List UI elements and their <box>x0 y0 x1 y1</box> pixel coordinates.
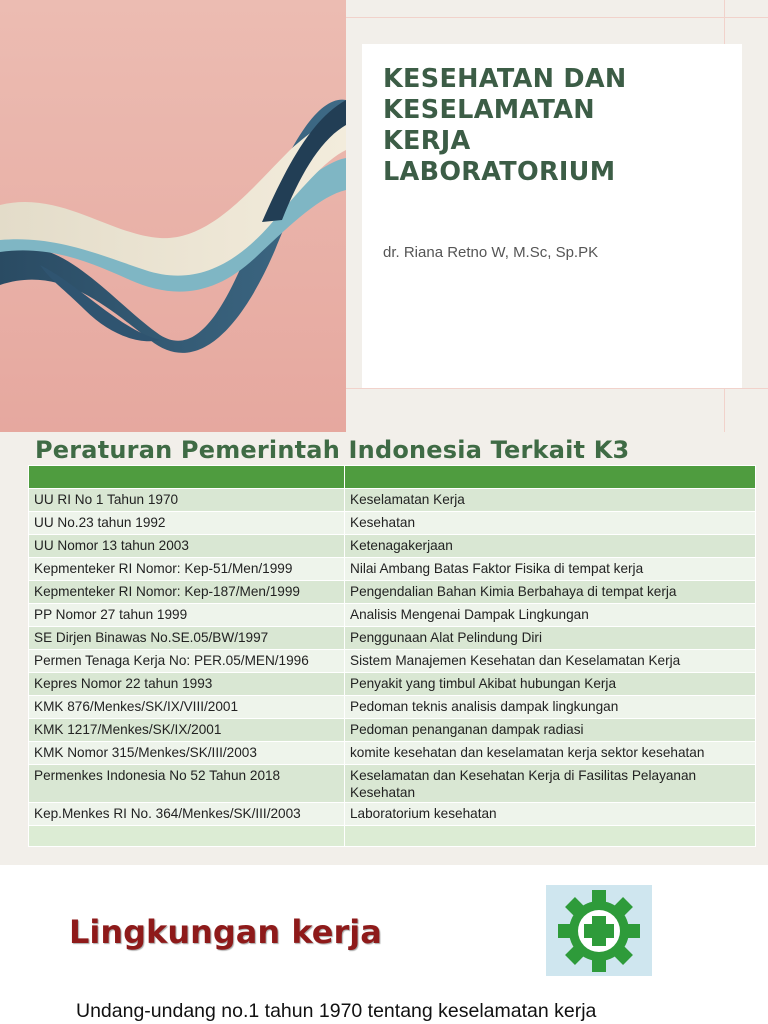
slide-body-text: Undang-undang no.1 tahun 1970 tentang keselamatan kerja <box>76 1000 597 1022</box>
topic-cell: Ketenagakerjaan <box>345 535 756 558</box>
topic-cell: Sistem Manajemen Kesehatan dan Keselamatan Kerja <box>345 650 756 673</box>
title-slide <box>0 0 768 432</box>
author-name: dr. Riana Retno W, M.Sc, Sp.PK <box>383 244 599 261</box>
topic-cell: Pedoman penanganan dampak radiasi <box>345 719 756 742</box>
table-row <box>29 581 756 604</box>
regulation-cell: KMK 876/Menkes/SK/IX/VIII/2001 <box>29 696 345 719</box>
slide-heading: Lingkungan kerja <box>69 913 382 951</box>
table-row <box>29 650 756 673</box>
table-row <box>29 489 756 512</box>
topic-cell: komite kesehatan dan keselamatan kerja sektor kesehatan <box>345 742 756 765</box>
topic-cell: Analisis Mengenai Dampak Lingkungan <box>345 604 756 627</box>
empty-cell <box>29 826 345 847</box>
topic-cell: Kesehatan <box>345 512 756 535</box>
topic-cell: Penggunaan Alat Pelindung Diri <box>345 627 756 650</box>
table-header-row <box>29 466 756 489</box>
topic-cell: Keselamatan Kerja <box>345 489 756 512</box>
decorative-line <box>346 388 768 389</box>
empty-cell <box>345 826 756 847</box>
regulation-cell: Kep.Menkes RI No. 364/Menkes/SK/III/2003 <box>29 803 345 826</box>
slide-title: Peraturan Pemerintah Indonesia Terkait K3 <box>35 436 630 464</box>
decorative-line <box>346 17 768 18</box>
table-row <box>29 604 756 627</box>
table-row <box>29 719 756 742</box>
regulation-cell: PP Nomor 27 tahun 1999 <box>29 604 345 627</box>
regulations-slide <box>0 432 768 865</box>
table-row <box>29 627 756 650</box>
topic-cell: Pengendalian Bahan Kimia Berbahaya di tempat kerja <box>345 581 756 604</box>
work-environment-slide <box>0 865 768 1024</box>
table-row <box>29 742 756 765</box>
slide-title: KESEHATAN DAN KESELAMATAN KERJA LABORATORIUM <box>383 64 627 187</box>
k3-gear-cross-icon <box>546 885 652 976</box>
regulation-cell: Permen Tenaga Kerja No: PER.05/MEN/1996 <box>29 650 345 673</box>
regulation-cell: Kepmenteker RI Nomor: Kep-51/Men/1999 <box>29 558 345 581</box>
table-row <box>29 765 756 803</box>
table-row-empty <box>29 826 756 847</box>
regulation-cell: KMK 1217/Menkes/SK/IX/2001 <box>29 719 345 742</box>
regulation-cell: UU Nomor 13 tahun 2003 <box>29 535 345 558</box>
regulation-cell: Permenkes Indonesia No 52 Tahun 2018 <box>29 765 345 803</box>
abstract-ribbon-art <box>0 0 346 432</box>
table-row <box>29 673 756 696</box>
regulation-cell: SE Dirjen Binawas No.SE.05/BW/1997 <box>29 627 345 650</box>
regulation-cell: UU No.23 tahun 1992 <box>29 512 345 535</box>
regulation-cell: Kepmenteker RI Nomor: Kep-187/Men/1999 <box>29 581 345 604</box>
table-row <box>29 558 756 581</box>
regulation-cell: KMK Nomor 315/Menkes/SK/III/2003 <box>29 742 345 765</box>
table-row <box>29 512 756 535</box>
regulation-cell: Kepres Nomor 22 tahun 1993 <box>29 673 345 696</box>
topic-cell: Penyakit yang timbul Akibat hubungan Kerja <box>345 673 756 696</box>
table-row <box>29 696 756 719</box>
topic-cell: Keselamatan dan Kesehatan Kerja di Fasilitas Pelayanan Kesehatan <box>345 765 756 803</box>
table-row <box>29 535 756 558</box>
regulation-cell: UU RI No 1 Tahun 1970 <box>29 489 345 512</box>
table-header-cell <box>29 466 345 489</box>
topic-cell: Nilai Ambang Batas Faktor Fisika di tempat kerja <box>345 558 756 581</box>
topic-cell: Pedoman teknis analisis dampak lingkungan <box>345 696 756 719</box>
table-header-cell <box>345 466 756 489</box>
regulations-table <box>28 465 756 847</box>
topic-cell: Laboratorium kesehatan <box>345 803 756 826</box>
table-row <box>29 803 756 826</box>
